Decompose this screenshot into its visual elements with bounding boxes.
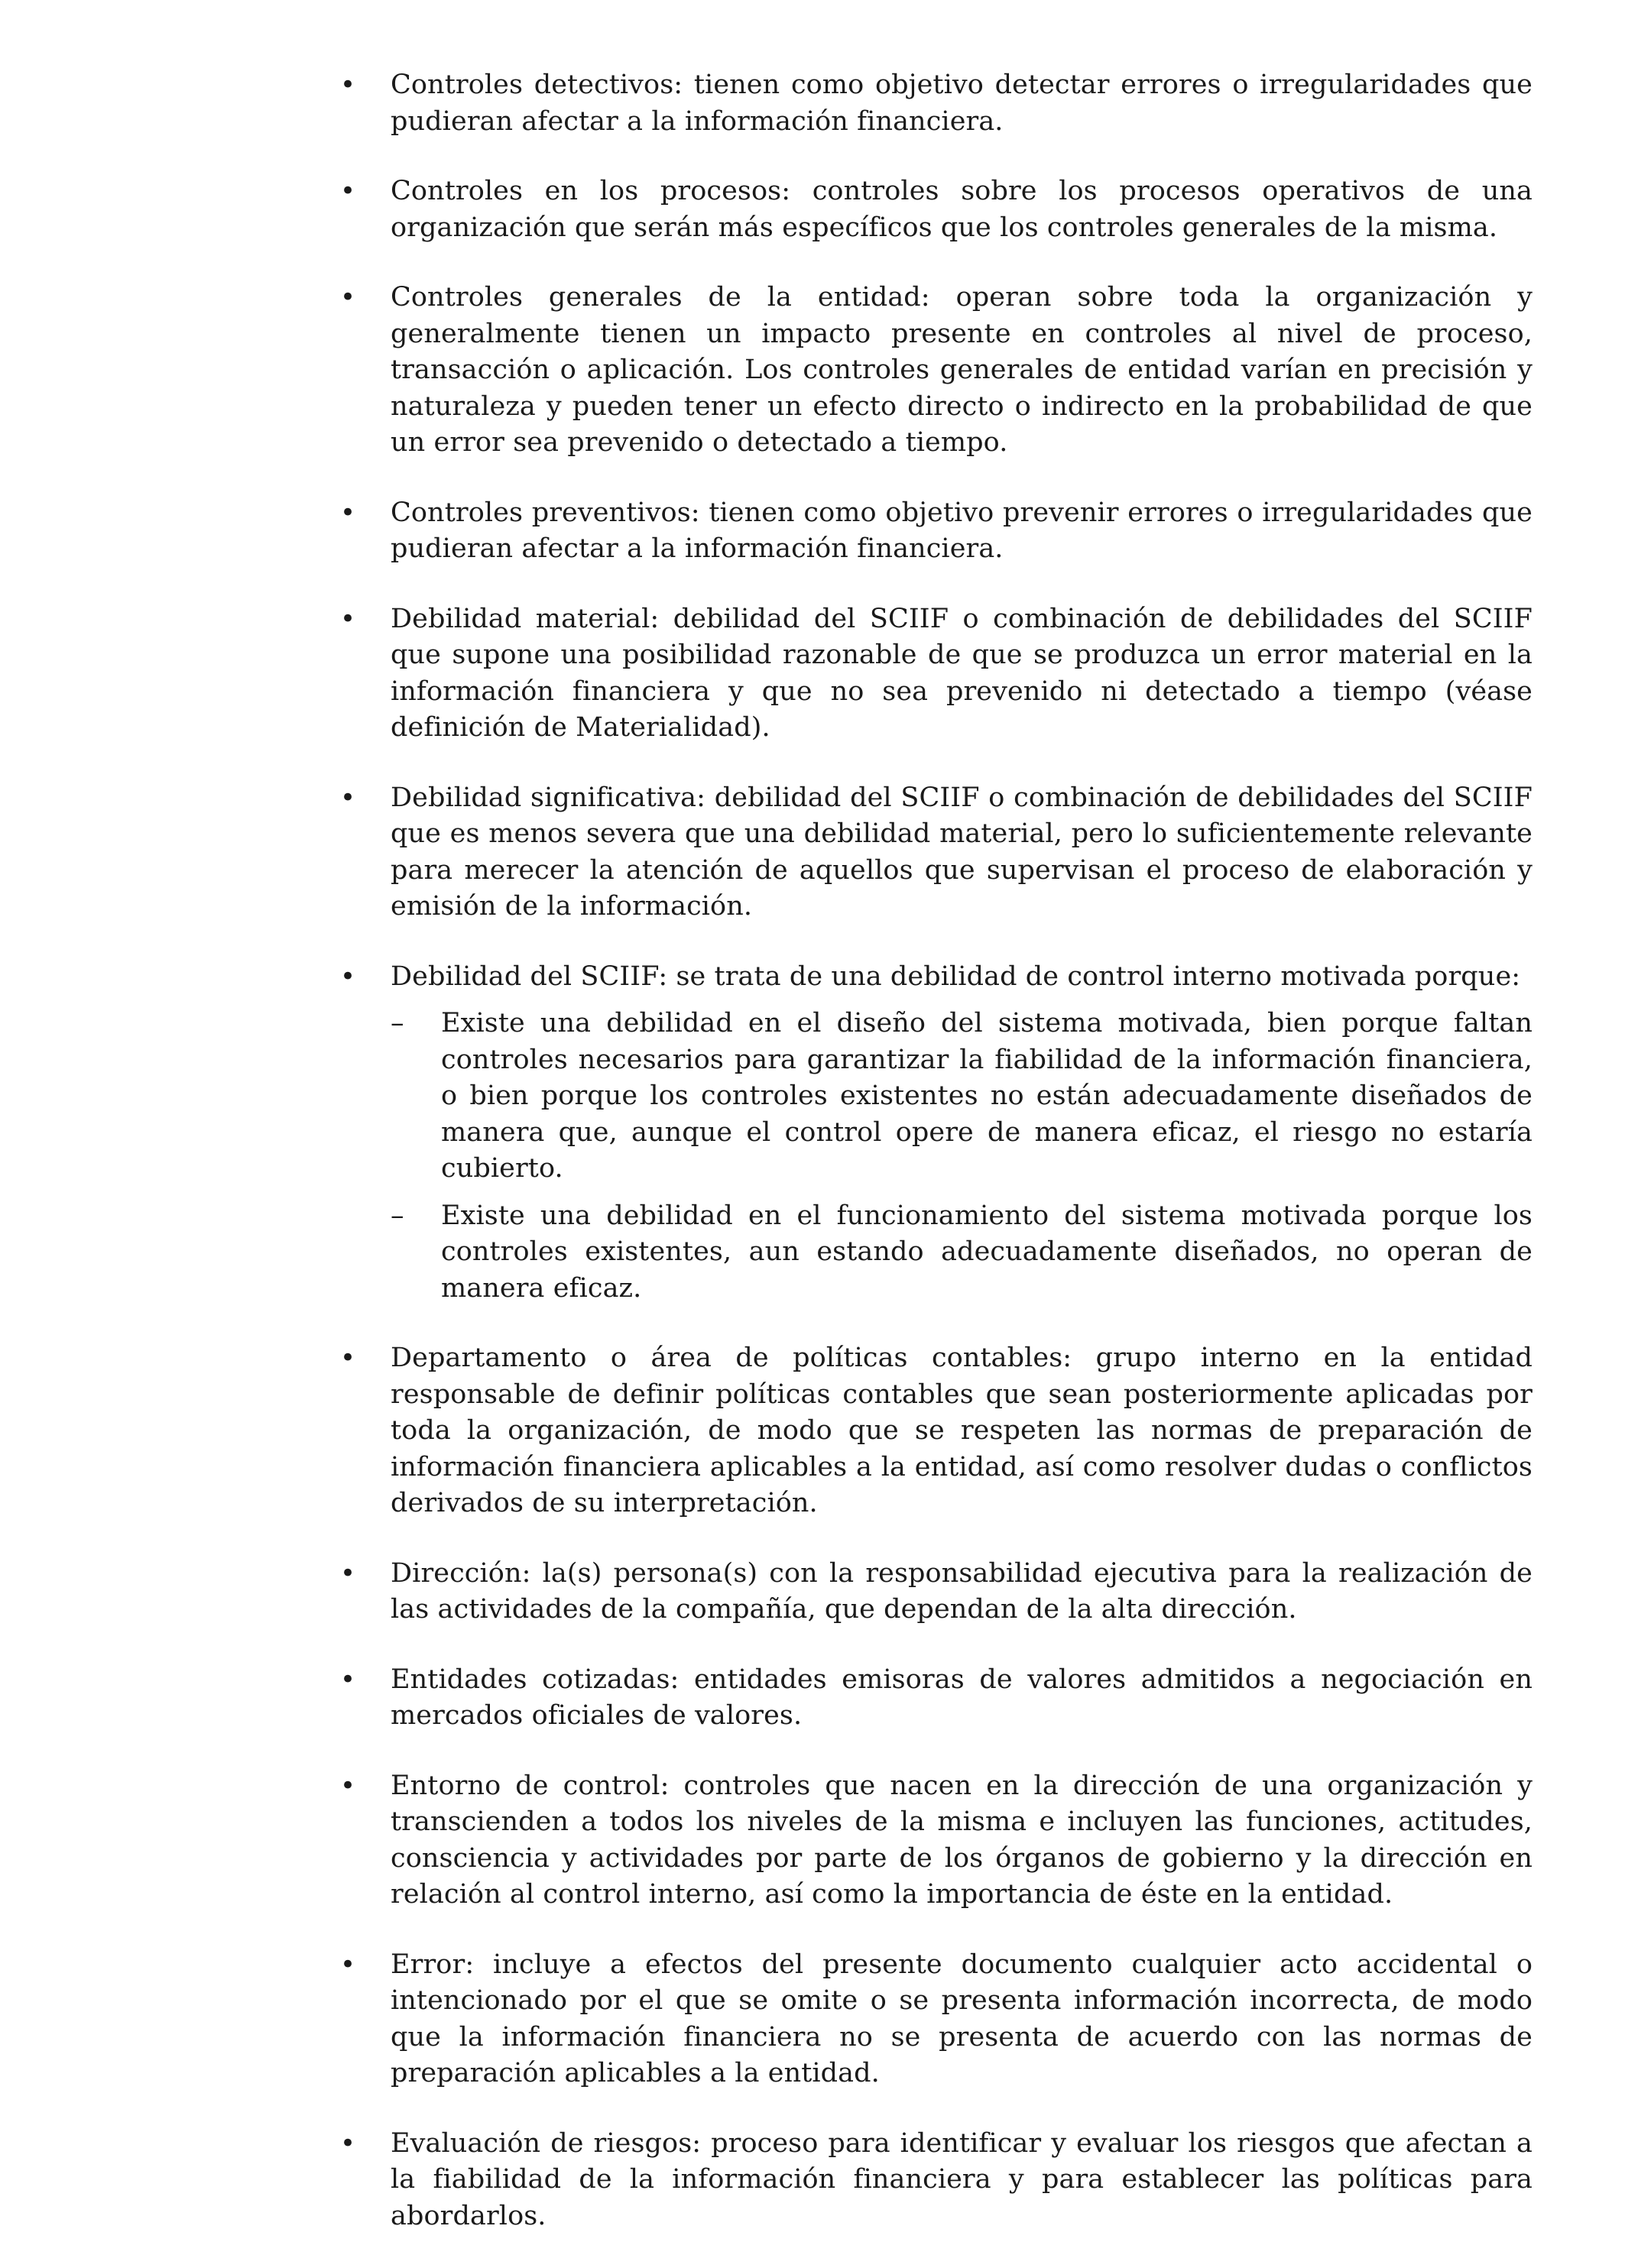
entry-text: Dirección: la(s) persona(s) con la responsabilidad ejecutiva para la realización de las actividades de la compañía, que dependan de la alta dirección.: [391, 1557, 1533, 1625]
bullet-icon: •: [340, 1949, 356, 1980]
glossary-entry-debilidad-material: [340, 601, 1533, 747]
bullet-icon: •: [340, 603, 356, 634]
glossary-entry-debilidad-del-sciif: [340, 959, 1533, 1307]
bullet-icon: •: [340, 961, 356, 992]
glossary-entry-evaluacion-de-riesgos: [340, 2126, 1533, 2235]
bullet-icon: •: [340, 497, 356, 528]
glossary-entry-entidades-cotizadas: [340, 1662, 1533, 1735]
bullet-icon: •: [340, 1343, 356, 1373]
bullet-icon: •: [340, 282, 356, 313]
dash-icon: –: [391, 1008, 404, 1038]
glossary-entry-controles-detectivos: [340, 67, 1533, 140]
sub-item-text: Existe una debilidad en el diseño del sistema motivada, bien porque faltan controles necesarios para garantizar la fiabilidad de la información financiera, o bien porque los controles existentes no están adecuadamente diseñados de manera que, aunque el control opere de manera eficaz, el riesgo no estaría cubierto.: [441, 1008, 1533, 1184]
entry-text: Controles en los procesos: controles sobre los procesos operativos de una organización que serán más específicos que los controles generales de la misma.: [391, 176, 1533, 243]
dash-icon: –: [391, 1200, 404, 1231]
sub-item-diseno: [391, 1006, 1533, 1187]
entry-text: Entidades cotizadas: entidades emisoras de valores admitidos a negociación en mercados oficiales de valores.: [391, 1664, 1533, 1731]
glossary-entry-error: [340, 1947, 1533, 2092]
sub-item-text: Existe una debilidad en el funcionamiento del sistema motivada porque los controles existentes, aun estando adecuadamente diseñados, no operan de manera eficaz.: [441, 1200, 1533, 1304]
bullet-icon: •: [340, 70, 356, 100]
sub-list: [391, 1006, 1533, 1307]
glossary-entry-direccion: [340, 1556, 1533, 1628]
entry-text: Controles generales de la entidad: operan sobre toda la organización y generalmente tienen un impacto presente en controles al nivel de proceso, transacción o aplicación. Los controles generales de entidad varían en precisión y naturaleza y pueden tener un efecto directo o indirecto en la probabilidad de que un error sea prevenido o detectado a tiempo.: [391, 282, 1533, 458]
glossary-entry-departamento-politicas-contables: [340, 1340, 1533, 1522]
bullet-icon: •: [340, 2127, 356, 2159]
glossary-entry-controles-generales: [340, 280, 1533, 462]
glossary-entry-controles-en-los-procesos: [340, 173, 1533, 246]
bullet-icon: •: [340, 1664, 356, 1695]
entry-text: Debilidad del SCIIF: se trata de una debilidad de control interno motivada porque:: [391, 961, 1521, 992]
entry-text: Evaluación de riesgos: proceso para identificar y evaluar los riesgos que afectan a la fiabilidad de la información financiera y para establecer las políticas para abordarlos.: [391, 2127, 1533, 2231]
entry-text: Controles detectivos: tienen como objetivo detectar errores o irregularidades que pudieran afectar a la información financiera.: [391, 70, 1533, 137]
bullet-icon: •: [340, 1557, 356, 1589]
sub-item-funcionamiento: [391, 1198, 1533, 1307]
entry-text: Debilidad material: debilidad del SCIIF o combinación de debilidades del SCIIF que supone una posibilidad razonable de que se produzca un error material en la información financiera y que no sea prevenido ni detectado a tiempo (véase definición de Materialidad).: [391, 603, 1533, 743]
entry-text: Entorno de control: controles que nacen en la dirección de una organización y transcienden a todos los niveles de la misma e incluyen las funciones, actitudes, consciencia y actividades por parte de los órganos de gobierno y la dirección en relación al control interno, así como la importancia de éste en la entidad.: [391, 1770, 1533, 1910]
entry-text: Controles preventivos: tienen como objetivo prevenir errores o irregularidades que pudieran afectar a la información financiera.: [391, 497, 1533, 564]
glossary-entry-debilidad-significativa: [340, 780, 1533, 925]
glossary-entry-entorno-de-control: [340, 1768, 1533, 1913]
entry-text: Departamento o área de políticas contables: grupo interno en la entidad responsable de definir políticas contables que sean posteriormente aplicadas por toda la organización, de modo que se respeten las normas de preparación de información financiera aplicables a la entidad, así como resolver dudas o conflictos derivados de su interpretación.: [391, 1343, 1533, 1518]
glossary-entry-controles-preventivos: [340, 495, 1533, 568]
entry-text: Debilidad significativa: debilidad del SCIIF o combinación de debilidades del SCIIF que es menos severa que una debilidad material, pero lo suficientemente relevante para merecer la atención de aquellos que supervisan el proceso de elaboración y emisión de la información.: [391, 782, 1533, 922]
bullet-icon: •: [340, 1770, 356, 1801]
entry-text: Error: incluye a efectos del presente documento cualquier acto accidental o intencionado por el que se omite o se presenta información incorrecta, de modo que la información financiera no se presenta de acuerdo con las normas de preparación aplicables a la entidad.: [391, 1949, 1533, 2088]
bullet-icon: •: [340, 782, 356, 813]
bullet-icon: •: [340, 176, 356, 206]
glossary-list: [340, 67, 1533, 2268]
